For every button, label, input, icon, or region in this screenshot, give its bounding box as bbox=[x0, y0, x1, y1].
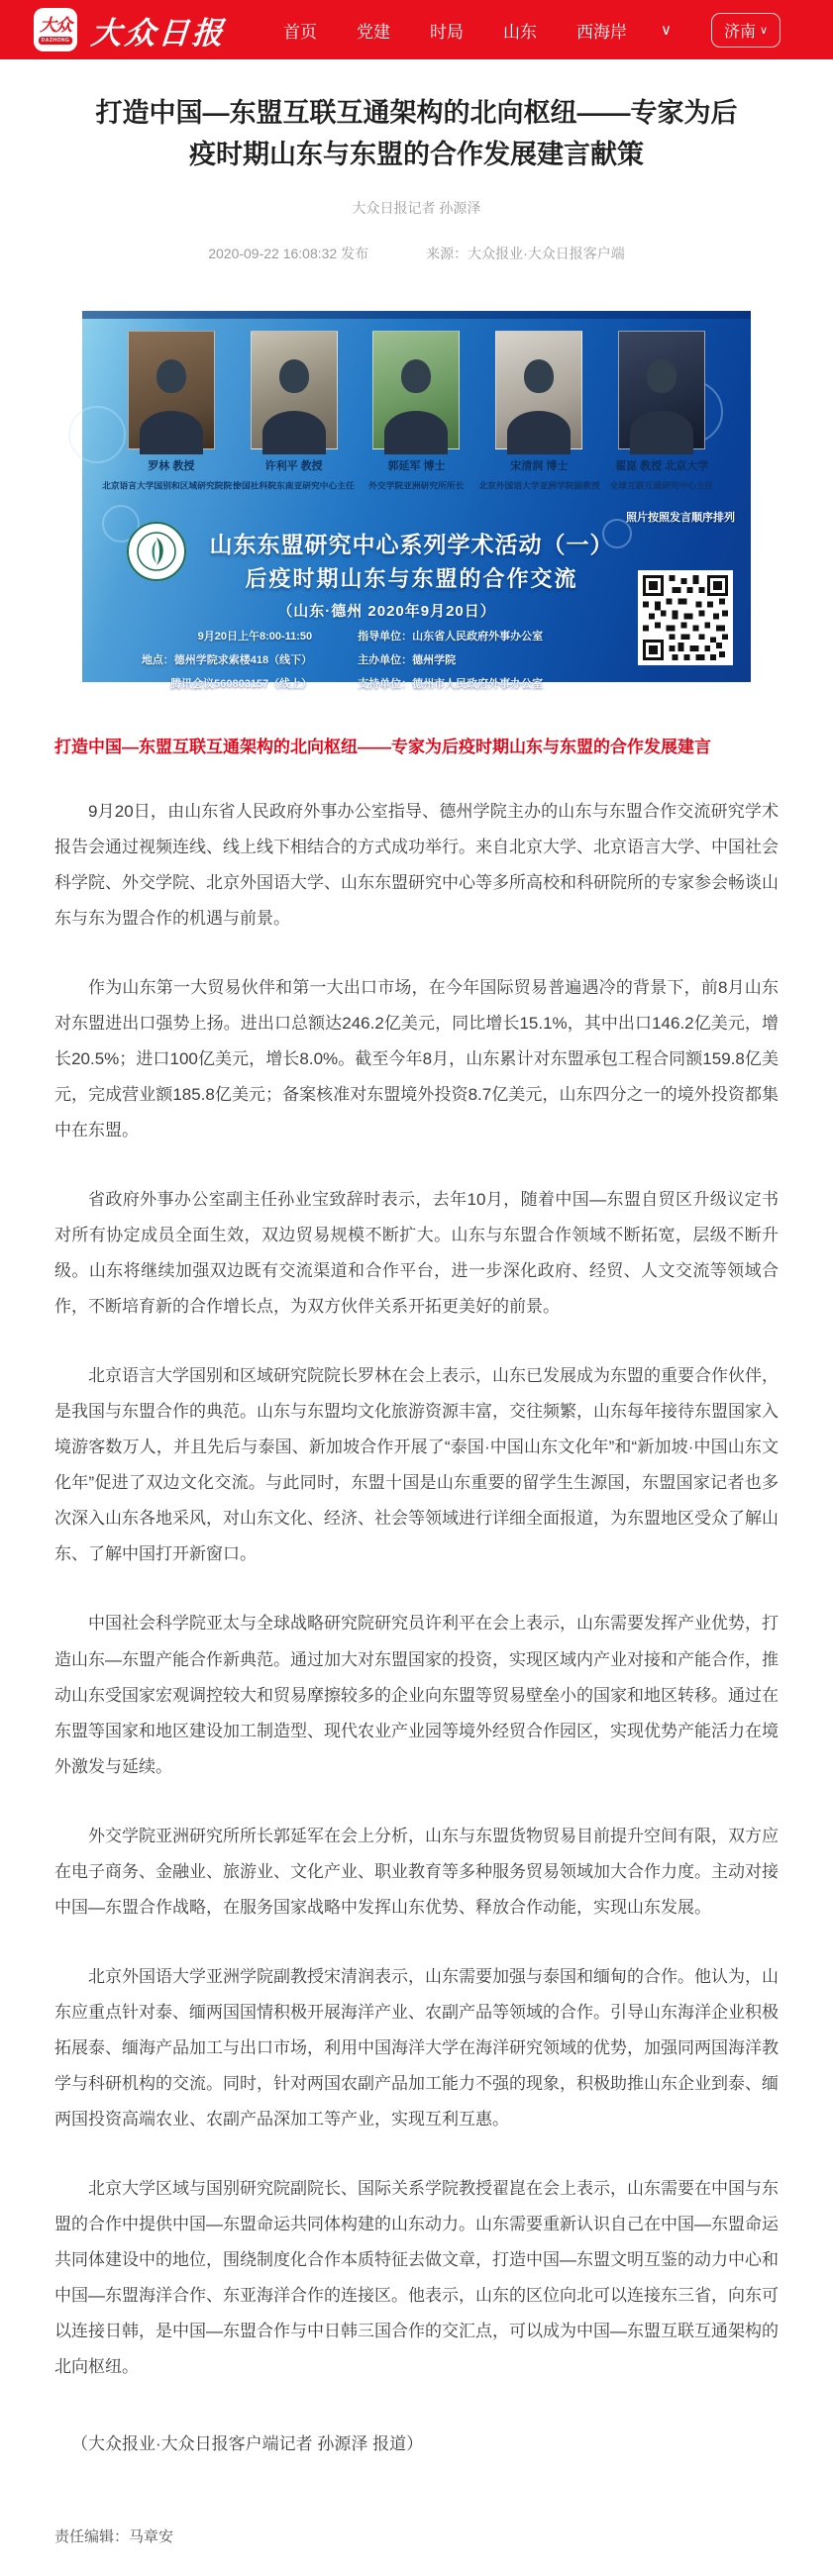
article-paragraph: 北京大学区域与国别研究院副院长、国际关系学院教授翟崑在会上表示，山东需要在中国与东盟的合作中提供中国—东盟命运共同体构建的山东动力。山东需要重新认识自己在中国—东盟命运共同体建设中的地位，围绕制度化合作本质特征去做文章，打造中国—东盟文明互鉴的动力中心和中国—东盟海洋合作、东亚海洋合作的连接区。他表示，山东的区位向北可以连接东三省，向东可以连接日韩，是中国—东盟合作与中日韩三国合作的交汇点，可以成为中国—东盟互联互通架构的北向枢纽。 bbox=[54, 2178, 779, 2377]
city-selector-button[interactable] bbox=[711, 13, 781, 48]
article-paragraph: 省政府外事办公室副主任孙业宝致辞时表示，去年10月，随着中国—东盟自贸区升级议定书对所有协定成员全面生效，双边贸易规模不断扩大。山东与东盟合作领域不断拓宽，层级不断升级。山东将继续加强双边既有交流渠道和合作平台，进一步深化政府、经贸、人文交流等领域合作，不断培育新的合作增长点，为双方伙伴关系开拓更美好的前景。 bbox=[54, 1190, 779, 1317]
article-paragraph: 作为山东第一大贸易伙伴和第一大出口市场，在今年国际贸易普遍遇冷的背景下，前8月山东对东盟进出口强势上扬。进出口总额达246.2亿美元，同比增长15.1%，其中出口146.2亿美元，增长20.5%；进口100亿美元，增长8.0%。截至今年8月，山东累计对东盟承包工程合同额159.8亿美元，完成营业额185.8亿美元；备案核准对东盟境外投资8.7亿美元，山东四分之一的境外投资都集中在东盟。 bbox=[54, 978, 779, 1140]
speaker-photo bbox=[495, 331, 582, 449]
responsible-editor: 责任编辑：马章安 bbox=[54, 2527, 174, 2545]
nav-item-west-coast[interactable]: 西海岸 bbox=[576, 22, 627, 42]
source-label: 来源：大众报业·大众日报客户端 bbox=[426, 245, 625, 261]
event-time: 9月20日上午8:00-11:50 bbox=[197, 630, 313, 643]
qr-code-image bbox=[638, 570, 733, 665]
masthead-wordmark[interactable]: 大众日报 bbox=[89, 15, 228, 50]
guiding-unit: 指导单位：山东省人民政府外事办公室 bbox=[358, 630, 544, 643]
dazhong-logo[interactable] bbox=[34, 8, 77, 51]
reporter-credit-line: （大众报业·大众日报客户端记者 孙源泽 报道） bbox=[71, 2434, 424, 2454]
speaker-name: 罗林 教授 bbox=[148, 459, 195, 472]
speaker-card bbox=[101, 331, 241, 492]
poster-top-strip bbox=[82, 311, 751, 319]
dezhou-university-logo bbox=[126, 521, 187, 582]
nav-item-home[interactable]: 首页 bbox=[283, 22, 317, 42]
article-paragraph: 9月20日，由山东省人民政府外事办公室指导、德州学院主办的山东与东盟合作交流研究学术报告会通过视频连线、线上线下相结合的方式成功举行。来自北京大学、北京语言大学、中国社会科学院、外交学院、北京外国语大学、山东东盟研究中心等多所高校和科研院所的专家参会畅谈山东与东为盟合作的机遇与前景。 bbox=[54, 801, 779, 928]
host-unit: 主办单位：德州学院 bbox=[358, 653, 457, 666]
speaker-name: 宋清润 博士 bbox=[510, 459, 569, 472]
speaker-name: 郭延军 博士 bbox=[387, 459, 446, 472]
event-meeting-id: 腾讯会议560803157（线上） bbox=[170, 677, 313, 690]
event-schedule-block bbox=[142, 628, 312, 691]
article-red-subtitle: 打造中国—东盟互联互通架构的北向枢纽——专家为后疫时期山东与东盟的合作发展建言 bbox=[54, 737, 711, 756]
poster-dateline: （山东·德州 2020年9月20日） bbox=[277, 602, 496, 620]
event-organizers-block bbox=[358, 628, 543, 691]
chevron-down-icon: ∨ bbox=[760, 24, 769, 37]
supporting-unit: 支持单位：德州市人民政府外事办公室 bbox=[358, 677, 544, 690]
speaker-affiliation: 中国社科院东南亚研究中心主任 bbox=[233, 481, 355, 492]
logo-subtext: DAZHONG bbox=[39, 37, 73, 45]
speaker-photo bbox=[128, 331, 215, 449]
speaker-card bbox=[364, 331, 468, 492]
article-paragraph: 外交学院亚洲研究所所长郭延军在会上分析，山东与东盟货物贸易目前提升空间有限，双方应在电子商务、金融业、旅游业、文化产业、职业教育等多种服务贸易领域加大合作力度。主动对接中国—东盟合作战略，在服务国家战略中发挥山东优势、释放合作动能，实现山东发展。 bbox=[54, 1826, 779, 1917]
main-navigation bbox=[283, 13, 781, 48]
speaker-photo bbox=[251, 331, 338, 449]
speaker-card bbox=[610, 331, 713, 492]
photo-order-note: 照片按照发言顺序排列 bbox=[626, 511, 735, 524]
article-page bbox=[0, 93, 833, 2576]
speaker-name: 许利平 教授 bbox=[264, 459, 323, 472]
event-location: 地点：德州学院求索楼418（线下） bbox=[141, 653, 313, 666]
top-navigation-bar bbox=[0, 0, 833, 59]
speaker-photo bbox=[618, 331, 705, 449]
nav-item-party-building[interactable]: 党建 bbox=[357, 22, 390, 42]
poster-details bbox=[82, 628, 602, 691]
article-title: 打造中国—东盟互联互通架构的北向枢纽——专家为后疫时期山东与东盟的合作发展建言献策 bbox=[95, 98, 738, 169]
speaker-photo-row bbox=[82, 331, 751, 492]
publish-timestamp: 2020-09-22 16:08:32 发布 bbox=[208, 245, 369, 261]
speaker-affiliation: 北京语言大学国别和区域研究院院长 bbox=[101, 481, 241, 492]
speaker-affiliation: 全球互联互通研究中心主任 bbox=[609, 481, 714, 492]
logo-characters: 大众 bbox=[40, 16, 71, 35]
article-paragraph: 中国社会科学院亚太与全球战略研究院研究员许利平在会上表示，山东需要发挥产业优势，打造山东—东盟产能合作新典范。通过加大对东盟国家的投资，实现区域内产业对接和产能合作，推动山东受国家宏观调控较大和贸易摩擦较多的企业向东盟等贸易壁垒小的国家和地区转移。通过在东盟等国家和地区建设加工制造型、现代农业产业园等境外经贸合作园区，实现优势产能活力在境外激发与延续。 bbox=[54, 1614, 779, 1776]
speaker-affiliation: 外交学院亚洲研究所所长 bbox=[368, 481, 465, 492]
nav-item-current-affairs[interactable]: 时局 bbox=[430, 22, 464, 42]
poster-title: 山东东盟研究中心系列学术活动（一） bbox=[209, 531, 614, 557]
speaker-name: 翟崑 教授 北京大学 bbox=[615, 459, 709, 472]
speaker-card bbox=[478, 331, 600, 492]
speaker-affiliation: 北京外国语大学亚洲学院副教授 bbox=[478, 481, 600, 492]
article-meta bbox=[54, 244, 779, 263]
chevron-down-icon[interactable]: ∨ bbox=[661, 22, 672, 39]
city-selector-label: 济南 bbox=[723, 23, 756, 41]
article-paragraph: 北京外国语大学亚洲学院副教授宋清润表示，山东需要加强与泰国和缅甸的合作。他认为，山东应重点针对泰、缅两国国情积极开展海洋产业、农副产品等领域的合作。引导山东海洋企业积极拓展泰、缅海产品加工与出口市场，利用中国海洋大学在海洋研究领域的优势，加强同两国海洋教学与科研机构的交流。同时，针对两国农副产品加工能力不强的现象，积极助推山东企业到泰、缅两国投资高端农业、农副产品深加工等产业，实现互利互惠。 bbox=[54, 1966, 779, 2129]
poster-subtitle: 后疫时期山东与东盟的合作交流 bbox=[245, 565, 578, 591]
article-paragraph: 北京语言大学国别和区域研究院院长罗林在会上表示，山东已发展成为东盟的重要合作伙伴，是我国与东盟合作的典范。山东与东盟均文化旅游资源丰富，交往频繁，山东每年接待东盟国家入境游客数万人，并且先后与泰国、新加坡合作开展了“泰国·中国山东文化年”和“新加坡·中国山东文化年”促进了双边文化交流。与此同时，东盟十国是山东重要的留学生生源国，东盟国家记者也多次深入山东各地采风，对山东文化、经济、社会等领域进行详细全面报道，为东盟地区受众了解山东、了解中国打开新窗口。 bbox=[54, 1366, 779, 1564]
nav-item-shandong[interactable]: 山东 bbox=[503, 22, 537, 42]
article-byline: 大众日报记者 孙源泽 bbox=[352, 199, 481, 216]
speaker-photo bbox=[372, 331, 460, 449]
featured-image bbox=[82, 311, 751, 690]
speaker-card bbox=[233, 331, 355, 492]
